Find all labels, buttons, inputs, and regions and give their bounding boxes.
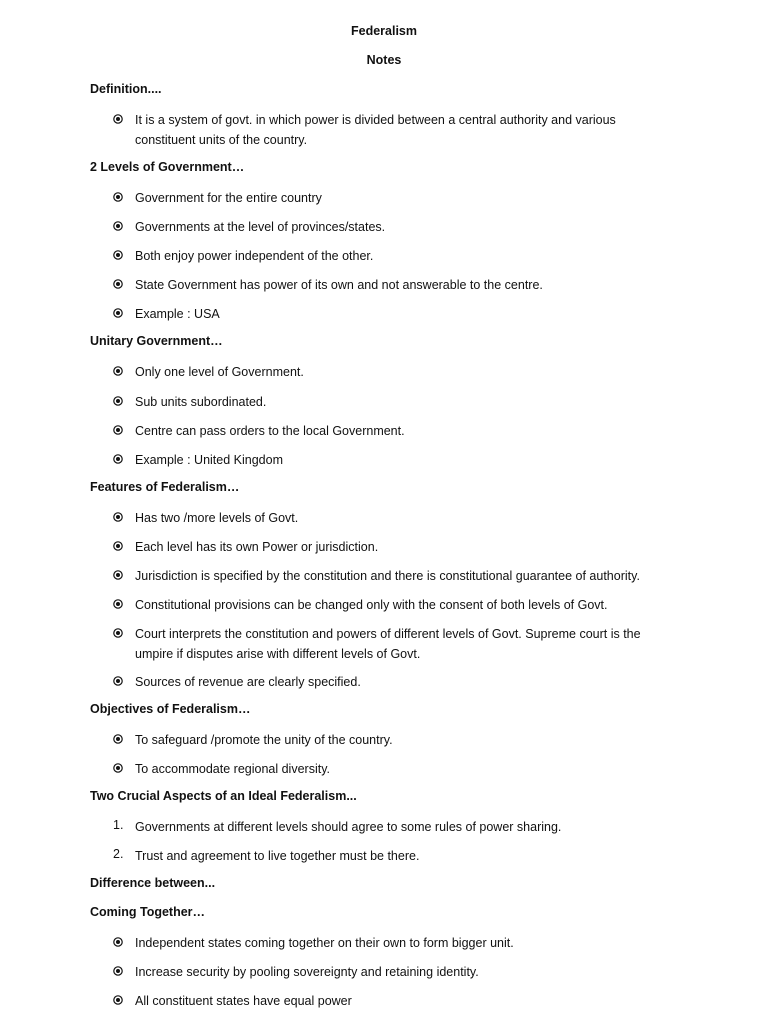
bullet-icon: [113, 425, 123, 435]
bullet-icon: [113, 396, 123, 406]
bullet-icon: [113, 570, 123, 580]
list-item-text: Example : United Kingdom: [135, 453, 283, 467]
heading-crucial-aspects: Two Crucial Aspects of an Ideal Federalism...: [90, 789, 357, 803]
heading-objectives: Objectives of Federalism…: [90, 702, 251, 716]
bullet-icon: [113, 937, 123, 947]
doc-subtitle: Notes: [366, 53, 402, 67]
list-item-text: Constitutional provisions can be changed only with the consent of both levels of Govt.: [135, 598, 608, 612]
heading-levels: 2 Levels of Government…: [90, 160, 245, 174]
list-item-text: To accommodate regional diversity.: [135, 762, 330, 776]
heading-unitary: Unitary Government…: [90, 334, 223, 348]
list-item-text: Has two /more levels of Govt.: [135, 511, 299, 525]
list-item-text: Trust and agreement to live together must be there.: [135, 849, 420, 863]
bullet-icon: [113, 599, 123, 609]
bullet-icon: [113, 995, 123, 1005]
bullet-icon: [113, 734, 123, 744]
bullet-icon: [113, 966, 123, 976]
doc-title: Federalism: [350, 24, 417, 38]
bullet-icon: [113, 763, 123, 773]
list-item-text: Government for the entire country: [135, 191, 322, 205]
list-item-text: Centre can pass orders to the local Government.: [135, 424, 405, 438]
bullet-icon: [113, 114, 123, 124]
bullet-icon: [113, 541, 123, 551]
list-item-text: Governments at the level of provinces/states.: [135, 220, 386, 234]
list-item-text: All constituent states have equal power: [135, 994, 352, 1008]
list-item-text: Independent states coming together on their own to form bigger unit.: [135, 936, 514, 950]
list-item-text: Sub units subordinated.: [135, 395, 267, 409]
bullet-icon: [113, 250, 123, 260]
bullet-icon: [113, 366, 123, 376]
list-item-text: It is a system of govt. in which power is divided between a central authority and various constituent units of the country.: [135, 113, 616, 147]
list-item-text: Increase security by pooling sovereignty and retaining identity.: [135, 965, 479, 979]
list-number: 2.: [113, 847, 124, 861]
list-item-text: Governments at different levels should agree to some rules of power sharing.: [135, 820, 562, 834]
list-item-text: State Government has power of its own and not answerable to the centre.: [135, 278, 543, 292]
list-item-text: Each level has its own Power or jurisdiction.: [135, 540, 379, 554]
list-item-text: Example : USA: [135, 307, 220, 321]
list-item-text: Sources of revenue are clearly specified.: [135, 675, 361, 689]
bullet-icon: [113, 308, 123, 318]
bullet-icon: [113, 512, 123, 522]
list-item-text: Only one level of Government.: [135, 365, 304, 379]
list-item-text: To safeguard /promote the unity of the country.: [135, 733, 393, 747]
list-item-text: Both enjoy power independent of the other.: [135, 249, 374, 263]
bullet-icon: [113, 676, 123, 686]
heading-features: Features of Federalism…: [90, 480, 240, 494]
heading-coming-together: Coming Together…: [90, 905, 206, 919]
bullet-icon: [113, 628, 123, 638]
heading-difference: Difference between...: [90, 876, 216, 890]
list-item-text: Court interprets the constitution and powers of different levels of Govt. Supreme court is the umpire if disputes arise with different levels of Govt.: [135, 627, 641, 661]
list-item-text: Jurisdiction is specified by the constitution and there is constitutional guarantee of authority.: [135, 569, 640, 583]
heading-definition: Definition....: [90, 82, 162, 96]
bullet-icon: [113, 192, 123, 202]
bullet-icon: [113, 221, 123, 231]
bullet-icon: [113, 454, 123, 464]
bullet-icon: [113, 279, 123, 289]
list-number: 1.: [113, 818, 124, 832]
